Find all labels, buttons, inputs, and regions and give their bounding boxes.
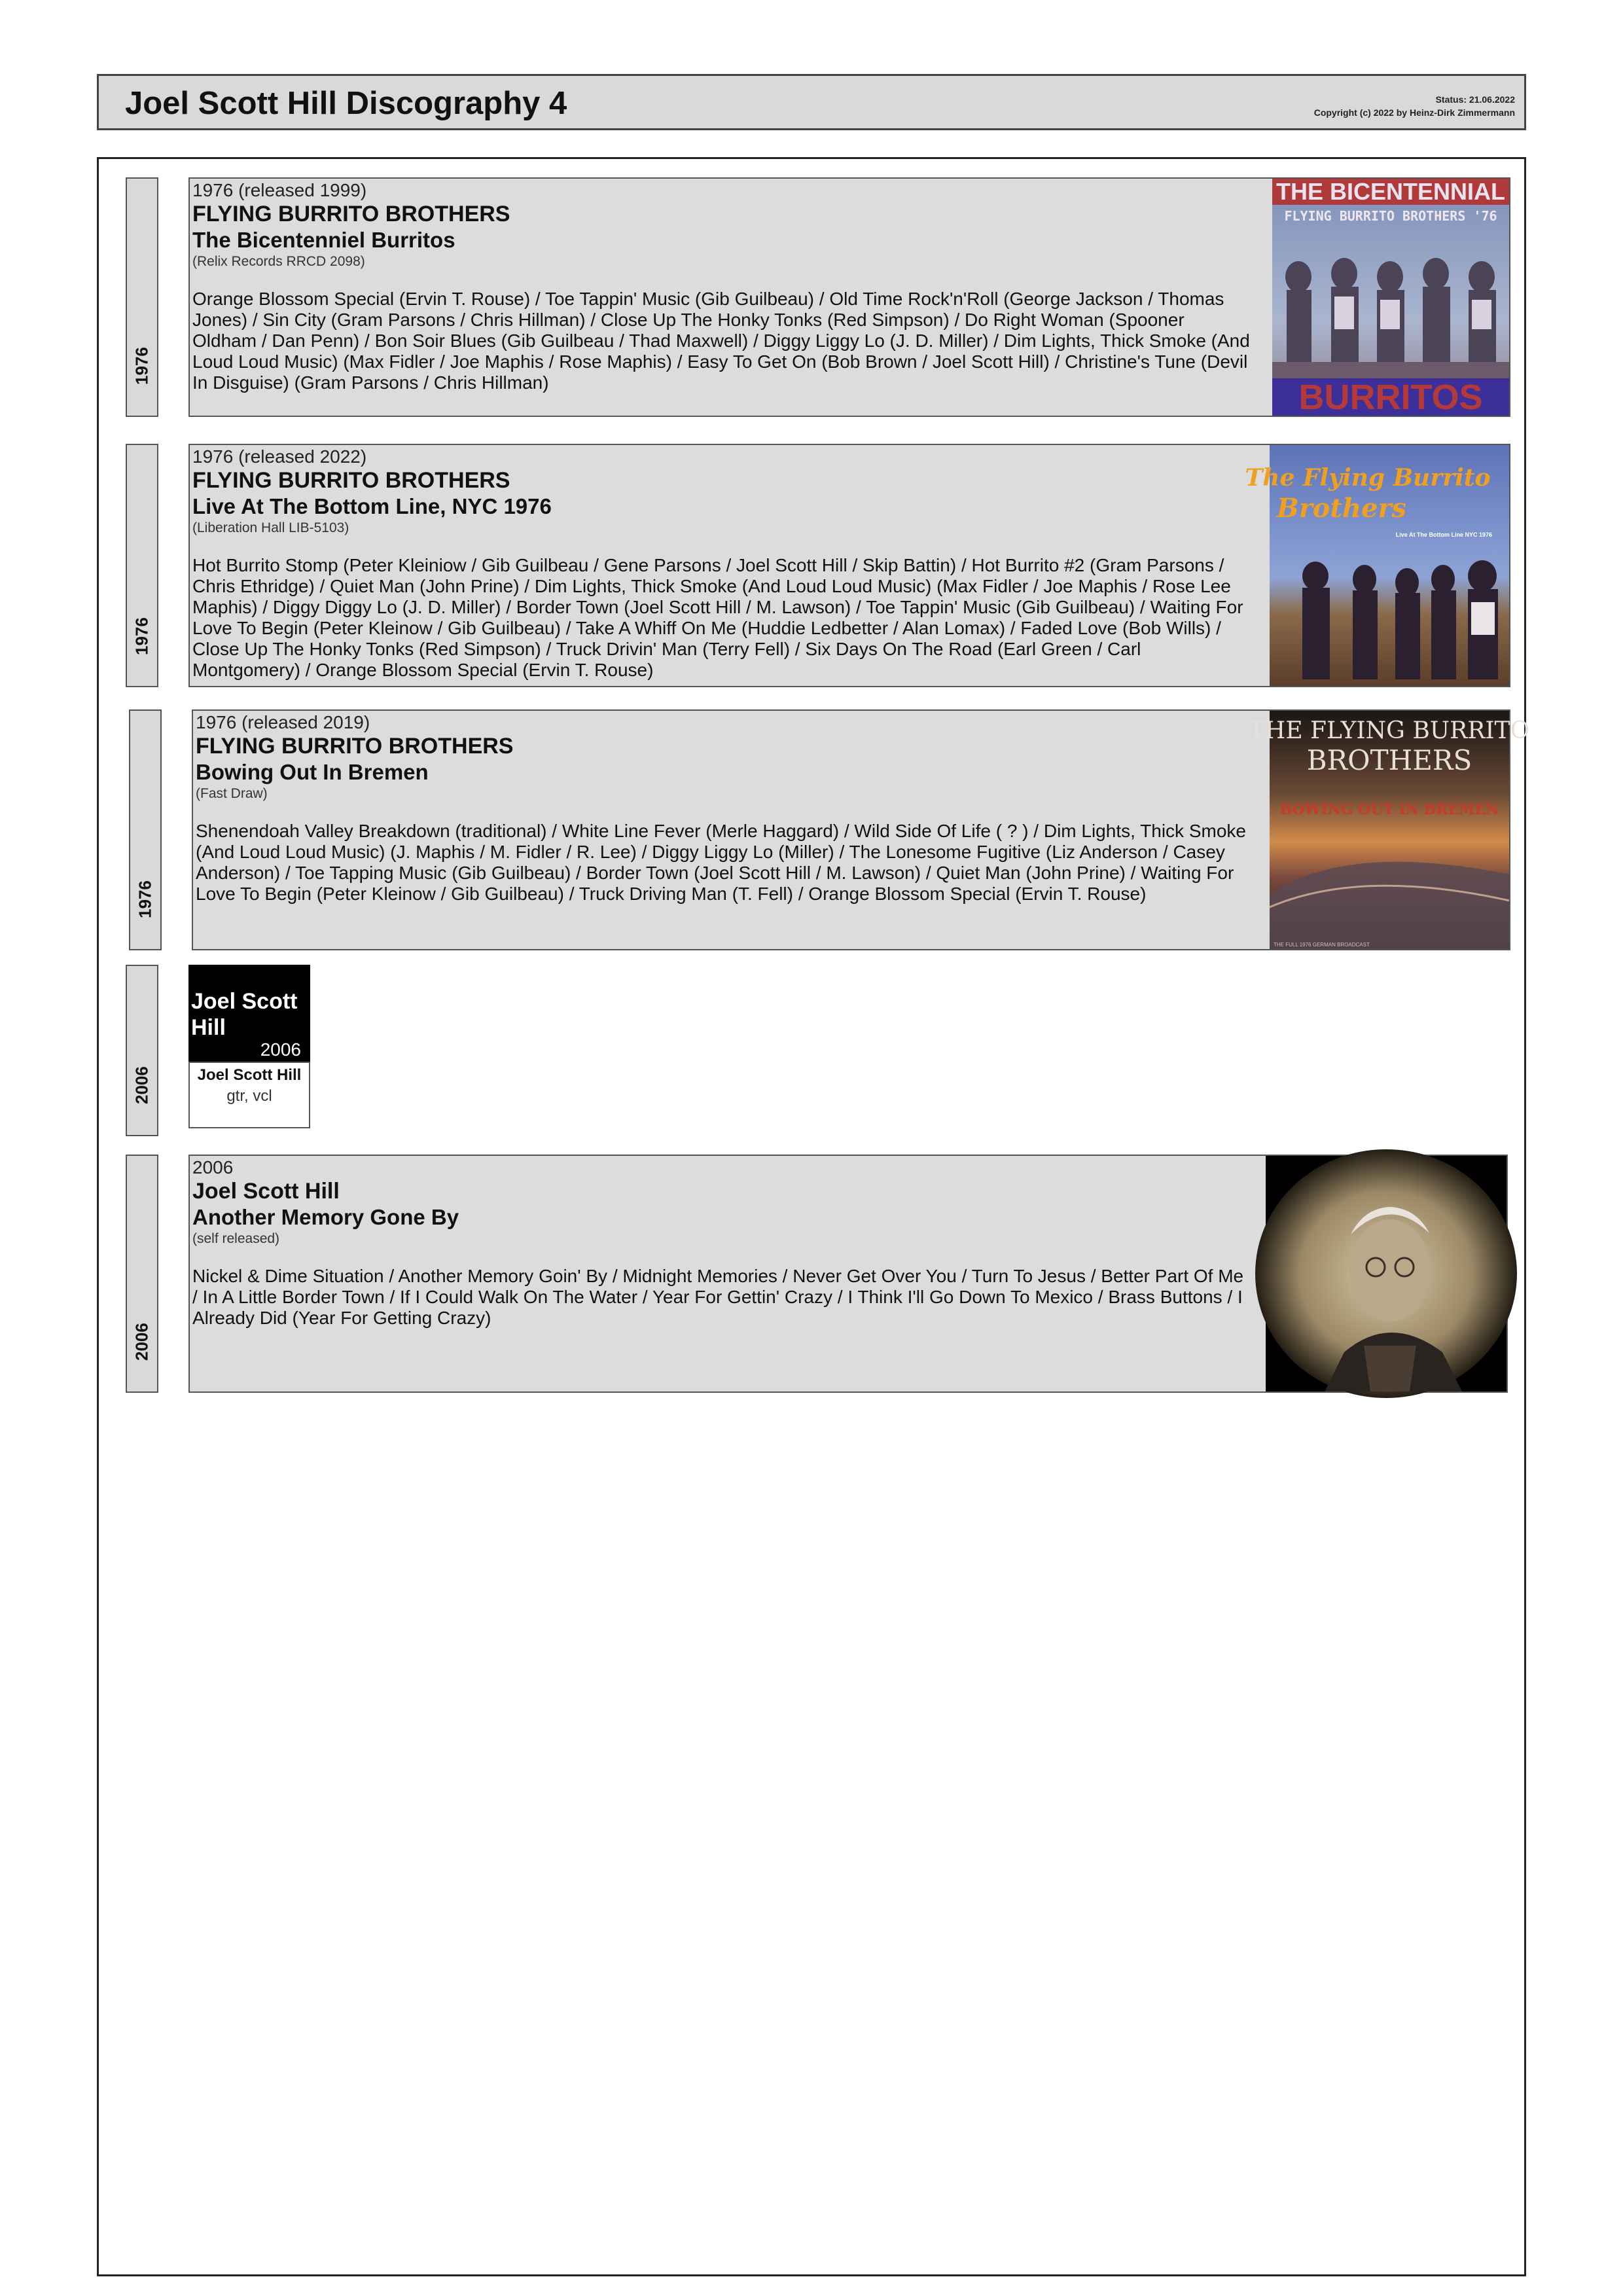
cover-title-top: THE FLYING BURRITO [1249,717,1530,744]
album-cover [1266,1156,1507,1391]
release-title: Bowing Out In Bremen [196,760,429,784]
release-label: (self released) [192,1231,280,1246]
release-artist: Joel Scott Hill [192,1179,340,1204]
personnel-card [188,965,310,1128]
band-header [188,965,310,1062]
cover-subtitle: BOWING OUT IN BREMEN [1279,801,1499,818]
page-header [97,74,1526,130]
release-entry [188,1155,1508,1393]
year-marker [126,1155,158,1393]
copyright: Copyright (c) 2022 by Heinz-Dirk Zimmermann [1313,107,1515,118]
release-date: 1976 (released 2022) [192,446,367,467]
year-label: 2006 [132,1066,152,1104]
cover-band: BROTHERS [1306,744,1472,776]
year-marker [126,444,158,687]
release-date: 1976 (released 1999) [192,180,367,200]
release-label: (Liberation Hall LIB-5103) [192,520,349,535]
cover-footnote: THE FULL 1976 GERMAN BROADCAST [1274,942,1370,948]
release-title: The Bicentenniel Burritos [192,228,455,252]
album-cover [1272,179,1509,416]
band-year: 2006 [260,1039,301,1060]
release-label: (Fast Draw) [196,786,268,801]
cover-band: Brothers [1276,493,1407,524]
release-entry [188,177,1510,417]
release-date: 1976 (released 2019) [196,712,370,732]
year-marker [126,177,158,417]
member-box [188,1062,310,1128]
track-list: Orange Blossom Special (Ervin T. Rouse) / Toe Tappin' Music (Gib Guilbeau) / Old Time Rock'n'Roll (George Jackson / Thomas Jones) / Sin City (Gram Parsons / Chris Hillman) / Close Up The Honky Tonks (Red Simpson) / Do Right Woman (Spooner Oldham / Dan Penn) / Bon Soir Blues (Gib Guilbeau / Thad Maxwell) / Diggy Liggy Lo (J. D. Miller) / Dim Lights, Thick Smoke (And Loud Loud Music) (Max Fidler / Joe Maphis / Rose Maphis) / Easy To Get On (Bob Brown / Joel Scott Hill) / Christine's Tune (Devil In Disguise) (Gram Parsons / Chris Hillman) [192,289,1250,393]
status-info [1314,93,1515,119]
year-label: 1976 [132,617,152,655]
release-artist: FLYING BURRITO BROTHERS [196,734,514,759]
track-list: Hot Burrito Stomp (Peter Kleiniow / Gib Guilbeau / Gene Parsons / Joel Scott Hill / Skip Battin) / Hot Burrito #2 (Gram Parsons / Chris Ethridge) / Quiet Man (John Prine) / Dim Lights, Thick Smoke (And Loud Loud Music) (Max Fidler / Joe Maphis / Rose Lee Maphis) / Diggy Diggy Lo (J. D. Miller) / Border Town (Joel Scott Hill / M. Lawson) / Toe Tappin' Music (Gib Guilbeau) / Waiting For Love To Begin (Peter Kleinow / Gib Guilbeau) / Take A Whiff On Me (Huddie Ledbetter / Alan Lomax) / Faded Love (Bob Wills) / Close Up The Honky Tonks (Red Simpson) / Truck Drivin' Man (Terry Fell) / Six Days On The Road (Earl Green / Carl Montgomery) / Orange Blossom Special (Ervin T. Rouse) [192,555,1243,680]
cover-title-bottom: BURRITOS [1298,378,1483,417]
status-date: Status: 21.06.2022 [1435,94,1515,105]
release-entry [192,709,1530,950]
cover-title-top: THE BICENTENNIAL [1276,178,1505,205]
release-date: 2006 [192,1157,234,1177]
release-entry [188,444,1510,687]
year-marker [129,709,162,950]
release-title: Live At The Bottom Line, NYC 1976 [192,494,552,518]
year-label: 1976 [135,880,155,918]
cover-subtitle: Live At The Bottom Line NYC 1976 [1395,531,1492,538]
cover-band: FLYING BURRITO BROTHERS '76 [1284,208,1497,224]
year-marker [126,965,158,1136]
album-cover [1249,711,1530,949]
release-label: (Relix Records RRCD 2098) [192,254,365,269]
release-artist: FLYING BURRITO BROTHERS [192,468,510,493]
band-name: Joel Scott Hill [191,989,298,1040]
track-list: Nickel & Dime Situation / Another Memory Goin' By / Midnight Memories / Never Get Over You / Turn To Jesus / Better Part Of Me / In A Little Border Town / If I Could Walk On The Water / Year For Gettin' Crazy / I Think I'll Go Down To Mexico / Brass Buttons / I Already Did (Year For Getting Crazy) [192,1266,1244,1328]
year-label: 2006 [132,1323,152,1361]
album-cover [1245,445,1509,686]
page-title: Joel Scott Hill Discography 4 [125,86,567,121]
release-artist: FLYING BURRITO BROTHERS [192,202,510,226]
member-name: Joel Scott Hill [197,1066,302,1084]
cover-title-top: The Flying Burrito [1245,464,1491,492]
track-list: Shenendoah Valley Breakdown (traditional) / White Line Fever (Merle Haggard) / Wild Side Of Life ( ? ) / Dim Lights, Thick Smoke (And Loud Loud Music) (J. Maphis / M. Fidler / R. Lee) / Diggy Liggy Lo (Miller) / The Lonesome Fugitive (Liz Anderson / Casey Anderson) / Toe Tapping Music (Gib Guilbeau) / Border Town (Joel Scott Hill / M. Lawson) / Quiet Man (John Prine) / Waiting For Love To Begin (Peter Kleinow / Gib Guilbeau) / Truck Driving Man (T. Fell) / Orange Blossom Special (Ervin T. Rouse) [196,821,1246,904]
member-instruments: gtr, vcl [226,1087,272,1105]
release-title: Another Memory Gone By [192,1205,459,1229]
year-label: 1976 [132,347,152,385]
